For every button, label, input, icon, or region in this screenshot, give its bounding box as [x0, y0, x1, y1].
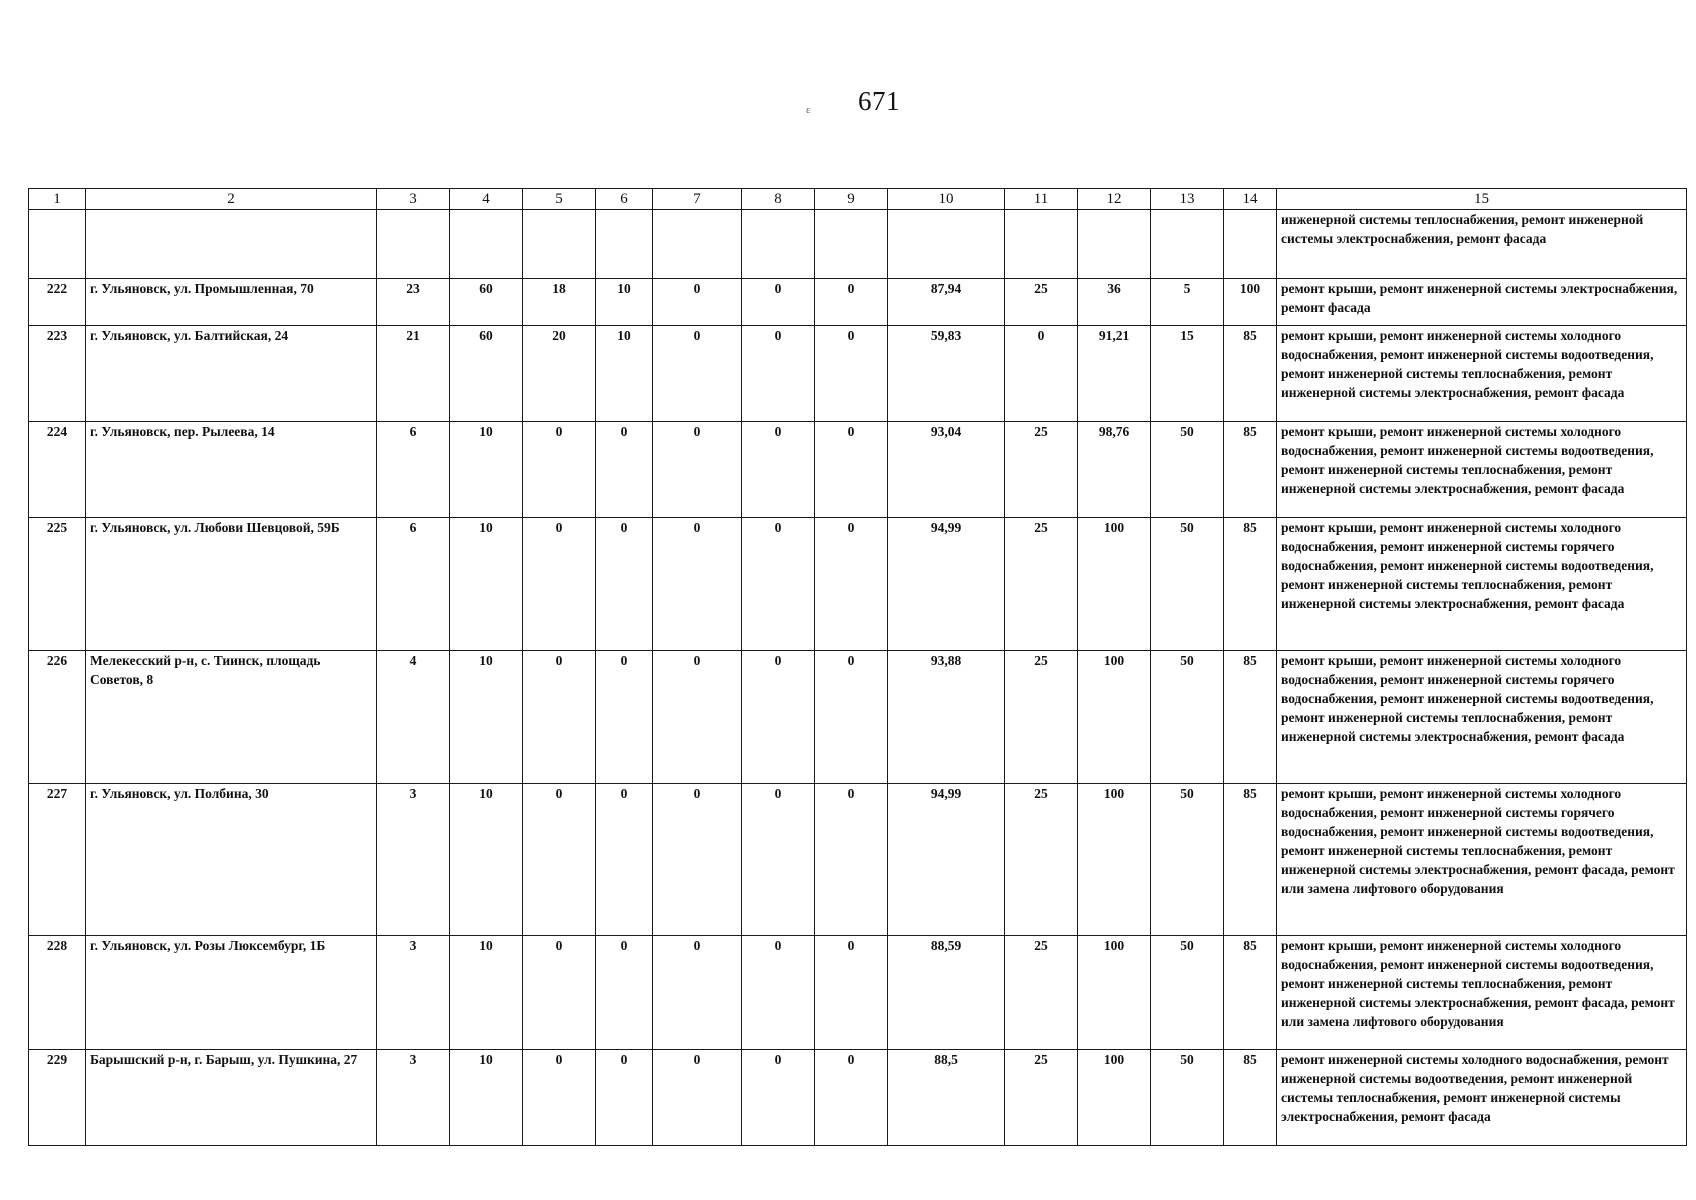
- table-cell: [377, 210, 450, 279]
- value-cell: 0: [653, 651, 742, 784]
- column-number: 1: [29, 189, 86, 210]
- address-cell: Барышский р-н, г. Барыш, ул. Пушкина, 27: [86, 1050, 377, 1146]
- table-cell: [450, 210, 523, 279]
- value-cell: 0: [653, 936, 742, 1050]
- value-cell: 0: [653, 518, 742, 651]
- value-cell: 100: [1078, 518, 1151, 651]
- value-cell: 85: [1224, 1050, 1277, 1146]
- value-cell: 25: [1005, 422, 1078, 518]
- value-cell: 0: [742, 422, 815, 518]
- table-cell: [1078, 210, 1151, 279]
- value-cell: 60: [450, 279, 523, 326]
- value-cell: 0: [596, 651, 653, 784]
- table-cell: [29, 210, 86, 279]
- value-cell: 0: [742, 1050, 815, 1146]
- value-cell: 88,5: [888, 1050, 1005, 1146]
- value-cell: 10: [450, 936, 523, 1050]
- value-cell: 0: [815, 518, 888, 651]
- table-row: [29, 651, 1687, 784]
- column-number: 6: [596, 189, 653, 210]
- table-cell: [888, 210, 1005, 279]
- value-cell: 25: [1005, 784, 1078, 936]
- value-cell: 85: [1224, 518, 1277, 651]
- column-number: 14: [1224, 189, 1277, 210]
- value-cell: 94,99: [888, 784, 1005, 936]
- value-cell: 85: [1224, 422, 1277, 518]
- value-cell: 18: [523, 279, 596, 326]
- value-cell: 0: [653, 1050, 742, 1146]
- table-row: [29, 784, 1687, 936]
- value-cell: 50: [1151, 936, 1224, 1050]
- column-number: 2: [86, 189, 377, 210]
- value-cell: 23: [377, 279, 450, 326]
- value-cell: 20: [523, 326, 596, 422]
- column-number: 15: [1277, 189, 1687, 210]
- value-cell: 50: [1151, 784, 1224, 936]
- value-cell: 100: [1078, 784, 1151, 936]
- value-cell: 0: [742, 651, 815, 784]
- value-cell: 85: [1224, 936, 1277, 1050]
- value-cell: 0: [742, 279, 815, 326]
- work-list-cell: ремонт крыши, ремонт инженерной системы холодного водоснабжения, ремонт инженерной системы горячего водоснабжения, ремонт инженерной системы водоотведения, ремонт инженерной системы теплоснабжения, ремонт инженерной системы электроснабжения, ремонт фасада, ремонт или замена лифтового оборудования: [1277, 784, 1687, 936]
- value-cell: 10: [450, 784, 523, 936]
- value-cell: 50: [1151, 518, 1224, 651]
- table-cell: [523, 210, 596, 279]
- value-cell: 3: [377, 784, 450, 936]
- value-cell: 25: [1005, 1050, 1078, 1146]
- value-cell: 0: [653, 326, 742, 422]
- value-cell: 25: [1005, 651, 1078, 784]
- work-list-cell: ремонт крыши, ремонт инженерной системы холодного водоснабжения, ремонт инженерной системы горячего водоснабжения, ремонт инженерной системы водоотведения, ремонт инженерной системы теплоснабжения, ремонт инженерной системы электроснабжения, ремонт фасада: [1277, 651, 1687, 784]
- value-cell: 0: [653, 279, 742, 326]
- work-list-cell: ремонт крыши, ремонт инженерной системы холодного водоснабжения, ремонт инженерной системы водоотведения, ремонт инженерной системы теплоснабжения, ремонт инженерной системы электроснабжения, ремонт фасада, ремонт или замена лифтового оборудования: [1277, 936, 1687, 1050]
- value-cell: 0: [742, 936, 815, 1050]
- scan-speck: ε: [806, 104, 811, 116]
- continuation-row: [29, 210, 1687, 279]
- value-cell: 100: [1078, 651, 1151, 784]
- value-cell: 85: [1224, 784, 1277, 936]
- value-cell: 88,59: [888, 936, 1005, 1050]
- address-cell: Мелекесский р-н, с. Тиинск, площадь Советов, 8: [86, 651, 377, 784]
- value-cell: 0: [523, 422, 596, 518]
- row-number-cell: 226: [29, 651, 86, 784]
- value-cell: 0: [815, 784, 888, 936]
- value-cell: 0: [523, 1050, 596, 1146]
- value-cell: 100: [1078, 936, 1151, 1050]
- value-cell: 0: [742, 518, 815, 651]
- address-cell: г. Ульяновск, ул. Полбина, 30: [86, 784, 377, 936]
- column-number: 13: [1151, 189, 1224, 210]
- value-cell: 0: [742, 326, 815, 422]
- value-cell: 94,99: [888, 518, 1005, 651]
- value-cell: 0: [596, 422, 653, 518]
- row-number-cell: 225: [29, 518, 86, 651]
- value-cell: 10: [450, 1050, 523, 1146]
- value-cell: 10: [450, 518, 523, 651]
- work-list-cell: ремонт крыши, ремонт инженерной системы холодного водоснабжения, ремонт инженерной системы горячего водоснабжения, ремонт инженерной системы водоотведения, ремонт инженерной системы теплоснабжения, ремонт инженерной системы электроснабжения, ремонт фасада: [1277, 518, 1687, 651]
- value-cell: 15: [1151, 326, 1224, 422]
- value-cell: 0: [653, 784, 742, 936]
- value-cell: 21: [377, 326, 450, 422]
- row-number-cell: 224: [29, 422, 86, 518]
- value-cell: 3: [377, 1050, 450, 1146]
- address-cell: г. Ульяновск, ул. Балтийская, 24: [86, 326, 377, 422]
- value-cell: 91,21: [1078, 326, 1151, 422]
- table-row: [29, 422, 1687, 518]
- value-cell: 93,04: [888, 422, 1005, 518]
- table-row: [29, 279, 1687, 326]
- value-cell: 85: [1224, 326, 1277, 422]
- value-cell: 0: [653, 422, 742, 518]
- row-number-cell: 223: [29, 326, 86, 422]
- table-row: [29, 1050, 1687, 1146]
- work-list-cell: ремонт крыши, ремонт инженерной системы холодного водоснабжения, ремонт инженерной системы водоотведения, ремонт инженерной системы теплоснабжения, ремонт инженерной системы электроснабжения, ремонт фасада: [1277, 422, 1687, 518]
- address-cell: г. Ульяновск, ул. Розы Люксембург, 1Б: [86, 936, 377, 1050]
- value-cell: 0: [523, 936, 596, 1050]
- column-number: 10: [888, 189, 1005, 210]
- value-cell: 10: [596, 326, 653, 422]
- value-cell: 100: [1078, 1050, 1151, 1146]
- value-cell: 5: [1151, 279, 1224, 326]
- value-cell: 59,83: [888, 326, 1005, 422]
- row-number-cell: 222: [29, 279, 86, 326]
- value-cell: 36: [1078, 279, 1151, 326]
- value-cell: 0: [815, 651, 888, 784]
- work-list-cell: инженерной системы теплоснабжения, ремонт инженерной системы электроснабжения, ремонт фасада: [1277, 210, 1687, 279]
- value-cell: 0: [815, 326, 888, 422]
- table-cell: [1224, 210, 1277, 279]
- value-cell: 3: [377, 936, 450, 1050]
- value-cell: 0: [815, 936, 888, 1050]
- row-number-cell: 227: [29, 784, 86, 936]
- work-list-cell: ремонт крыши, ремонт инженерной системы электроснабжения, ремонт фасада: [1277, 279, 1687, 326]
- table-row: [29, 936, 1687, 1050]
- table-cell: [815, 210, 888, 279]
- value-cell: 0: [815, 1050, 888, 1146]
- value-cell: 50: [1151, 651, 1224, 784]
- repair-register-table: [28, 188, 1687, 1146]
- value-cell: 6: [377, 518, 450, 651]
- value-cell: 4: [377, 651, 450, 784]
- value-cell: 0: [1005, 326, 1078, 422]
- value-cell: 0: [815, 422, 888, 518]
- value-cell: 0: [523, 651, 596, 784]
- value-cell: 0: [815, 279, 888, 326]
- table-cell: [596, 210, 653, 279]
- value-cell: 25: [1005, 936, 1078, 1050]
- table-row: [29, 326, 1687, 422]
- value-cell: 0: [523, 518, 596, 651]
- value-cell: 93,88: [888, 651, 1005, 784]
- value-cell: 87,94: [888, 279, 1005, 326]
- value-cell: 60: [450, 326, 523, 422]
- table-cell: [86, 210, 377, 279]
- table-cell: [742, 210, 815, 279]
- address-cell: г. Ульяновск, ул. Промышленная, 70: [86, 279, 377, 326]
- value-cell: 50: [1151, 1050, 1224, 1146]
- value-cell: 50: [1151, 422, 1224, 518]
- column-number: 5: [523, 189, 596, 210]
- column-number: 11: [1005, 189, 1078, 210]
- column-number: 12: [1078, 189, 1151, 210]
- value-cell: 0: [742, 784, 815, 936]
- work-list-cell: ремонт крыши, ремонт инженерной системы холодного водоснабжения, ремонт инженерной системы водоотведения, ремонт инженерной системы теплоснабжения, ремонт инженерной системы электроснабжения, ремонт фасада: [1277, 326, 1687, 422]
- value-cell: 6: [377, 422, 450, 518]
- value-cell: 10: [450, 651, 523, 784]
- column-number: 8: [742, 189, 815, 210]
- value-cell: 100: [1224, 279, 1277, 326]
- value-cell: 0: [596, 936, 653, 1050]
- table-cell: [1005, 210, 1078, 279]
- value-cell: 0: [596, 784, 653, 936]
- address-cell: г. Ульяновск, ул. Любови Шевцовой, 59Б: [86, 518, 377, 651]
- value-cell: 85: [1224, 651, 1277, 784]
- column-number: 9: [815, 189, 888, 210]
- row-number-cell: 229: [29, 1050, 86, 1146]
- table-cell: [1151, 210, 1224, 279]
- value-cell: 98,76: [1078, 422, 1151, 518]
- value-cell: 25: [1005, 518, 1078, 651]
- column-number: 7: [653, 189, 742, 210]
- column-number: 3: [377, 189, 450, 210]
- page-number: 671: [858, 86, 900, 116]
- value-cell: 0: [596, 1050, 653, 1146]
- value-cell: 10: [596, 279, 653, 326]
- value-cell: 0: [596, 518, 653, 651]
- table-cell: [653, 210, 742, 279]
- column-number-header-row: [29, 189, 1687, 210]
- table-row: [29, 518, 1687, 651]
- column-number: 4: [450, 189, 523, 210]
- value-cell: 0: [523, 784, 596, 936]
- address-cell: г. Ульяновск, пер. Рылеева, 14: [86, 422, 377, 518]
- row-number-cell: 228: [29, 936, 86, 1050]
- work-list-cell: ремонт инженерной системы холодного водоснабжения, ремонт инженерной системы водоотведения, ремонт инженерной системы теплоснабжения, ремонт инженерной системы электроснабжения, ремонт фасада: [1277, 1050, 1687, 1146]
- value-cell: 25: [1005, 279, 1078, 326]
- value-cell: 10: [450, 422, 523, 518]
